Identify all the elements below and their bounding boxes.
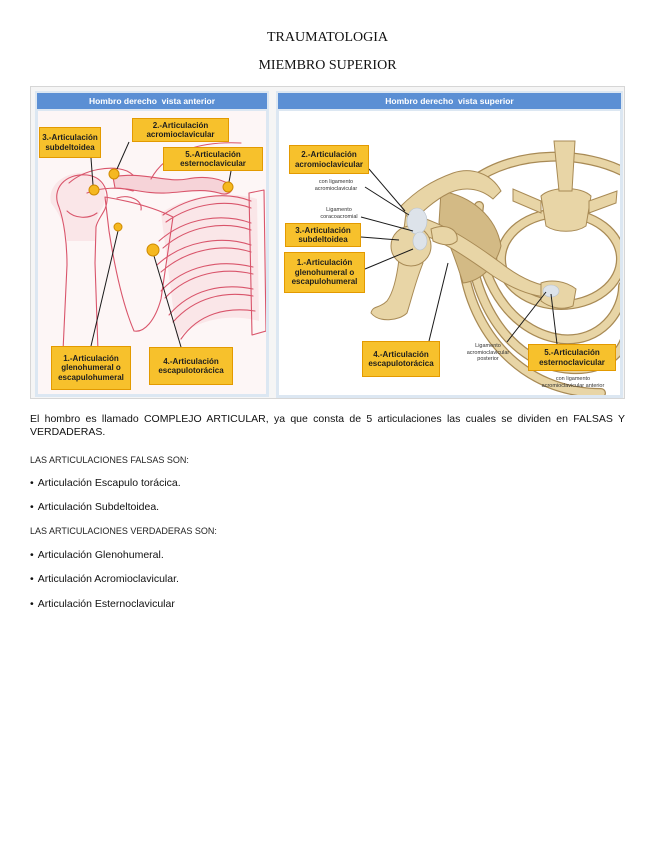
- anterior-label-glenohumeral: 1.-Articulación glenohumeral o escapulohumeral: [51, 346, 131, 390]
- false-joints-heading: LAS ARTICULACIONES FALSAS SON:: [30, 455, 189, 465]
- superior-label-esternoclavicular: 5.-Articulación esternoclavicular: [528, 344, 616, 371]
- list-item-text: Articulación Glenohumeral.: [37, 549, 164, 561]
- list-item-text: Articulación Escapulo torácica.: [37, 477, 181, 489]
- intro-paragraph: El hombro es llamado COMPLEJO ARTICULAR, ya que consta de 5 articulaciones las cuales se dividen en FALSAS Y VERDADERAS.: [30, 413, 625, 438]
- list-item: [30, 477, 181, 489]
- bullet-icon: •: [30, 477, 34, 489]
- superior-label-acromioclavicular: 2.-Articulación acromioclavicular: [289, 145, 369, 174]
- note-coracoacromial-ligament: Ligamento coracoacromial: [320, 207, 358, 220]
- document-title: TRAUMATOLOGIA: [266, 30, 389, 45]
- list-item: [30, 501, 159, 513]
- note-anterior-ligament: con ligamento acromioclavicular anterior: [541, 376, 605, 389]
- list-item-text: Articulación Esternoclavicular: [37, 598, 175, 610]
- superior-label-subdeltoidea: 3.-Articulación subdeltoidea: [285, 223, 361, 247]
- bullet-icon: •: [30, 573, 34, 585]
- document-subtitle: MIEMBRO SUPERIOR: [258, 58, 397, 73]
- list-item-text: Articulación Acromioclavicular.: [37, 573, 179, 585]
- shoulder-figure: [30, 86, 625, 399]
- superior-view-header: Hombro derecho vista superior: [278, 93, 621, 109]
- bullet-icon: •: [30, 549, 34, 561]
- bullet-icon: •: [30, 598, 34, 610]
- note-posterior-ligament: Ligamento acromioclavicular posterior: [466, 343, 510, 362]
- superior-label-escapulotoracica: 4.-Articulación escapulotorácica: [362, 341, 440, 377]
- anterior-label-esternoclavicular: 5.-Articulación esternoclavicular: [163, 147, 263, 171]
- anterior-label-acromioclavicular: 2.-Articulación acromioclavicular: [132, 118, 229, 142]
- list-item: [30, 573, 179, 585]
- anterior-view-header: Hombro derecho vista anterior: [37, 93, 267, 109]
- true-joints-heading: LAS ARTICULACIONES VERDADERAS SON:: [30, 526, 217, 536]
- list-item: [30, 549, 164, 561]
- bullet-icon: •: [30, 501, 34, 513]
- superior-label-glenohumeral: 1.-Articulación glenohumeral o escapulohumeral: [284, 252, 365, 293]
- anterior-label-escapulotoracica: 4.-Articulación escapulotorácica: [149, 347, 233, 385]
- list-item-text: Articulación Subdeltoidea.: [37, 501, 160, 513]
- list-item: [30, 598, 175, 610]
- note-acromioclavicular-ligament: con ligamento acromioclavicular: [314, 179, 358, 192]
- anterior-label-subdeltoidea: 3.-Articulación subdeltoidea: [39, 127, 101, 158]
